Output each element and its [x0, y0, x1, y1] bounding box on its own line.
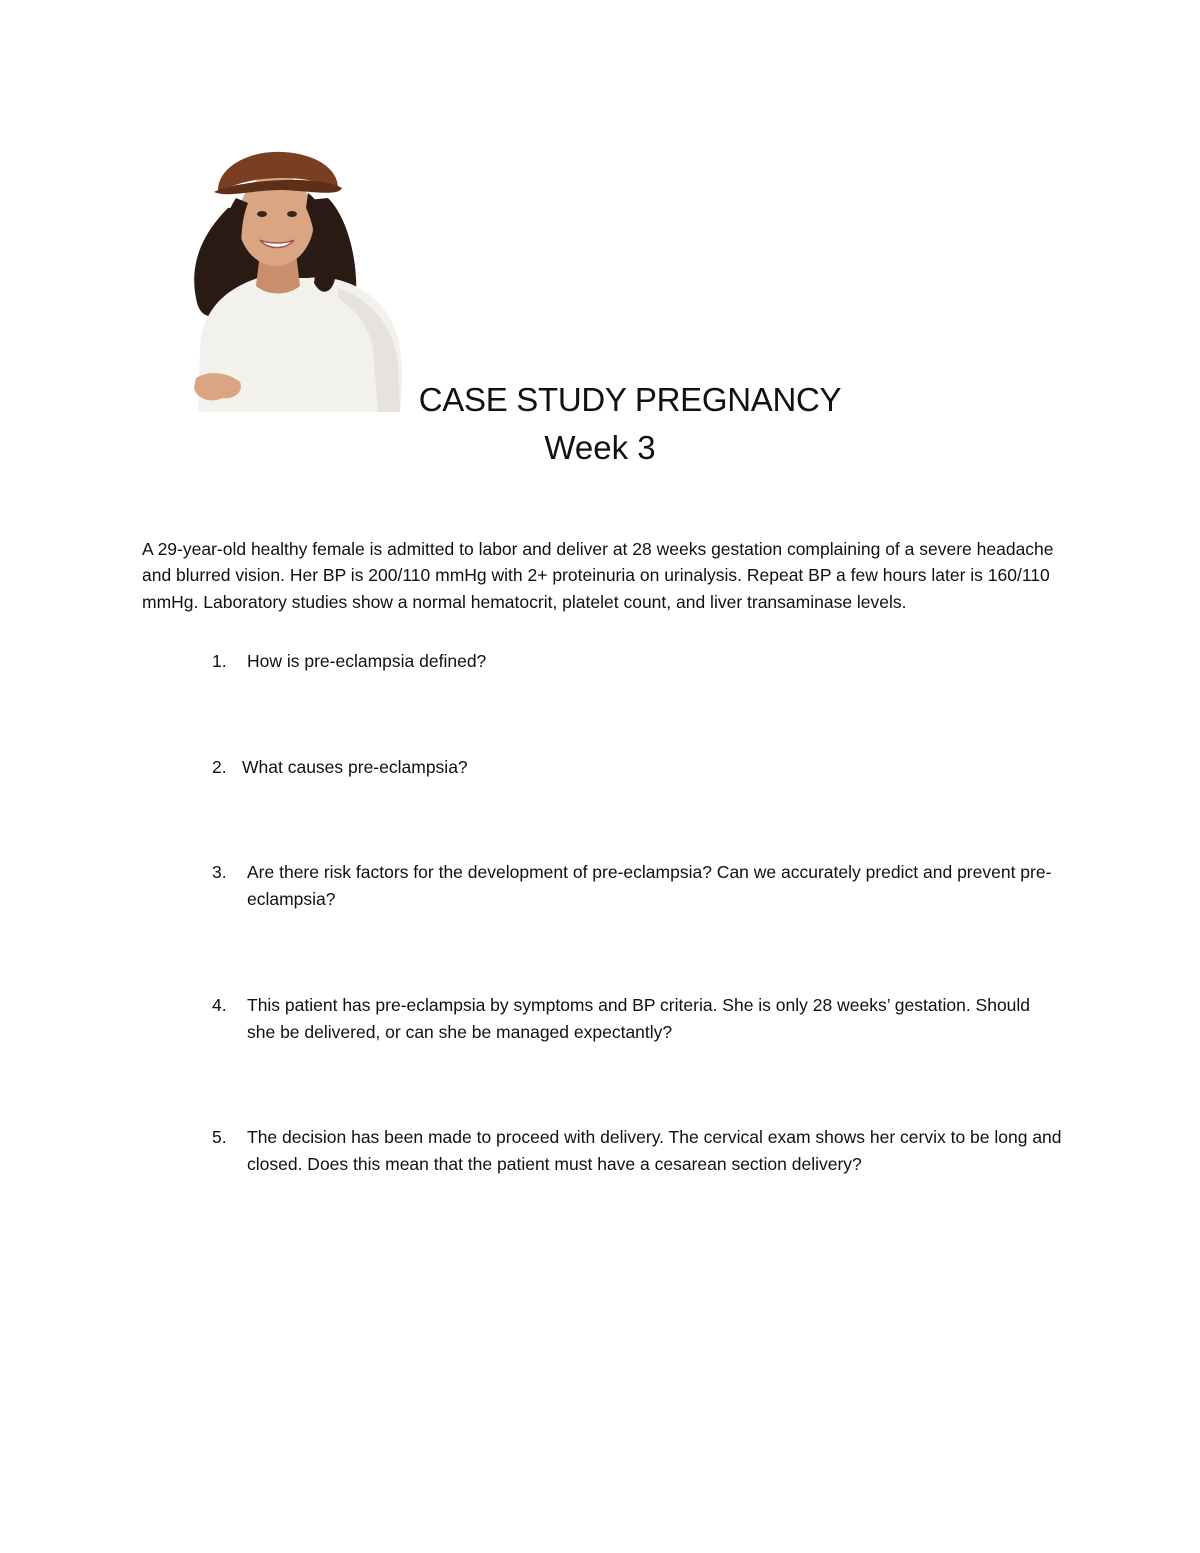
question-number: 3.	[212, 862, 227, 882]
woman-in-hat-photo-icon	[188, 148, 408, 412]
question-text: What causes pre-eclampsia?	[242, 757, 468, 777]
woman-photo	[188, 148, 408, 412]
question-text: Are there risk factors for the development of pre-eclampsia? Can we accurately predict and prevent pre-eclampsia?	[247, 862, 1052, 909]
document-subtitle: Week 3	[544, 429, 656, 466]
question-number: 4.	[212, 995, 227, 1015]
case-description: A 29-year-old healthy female is admitted to labor and deliver at 28 weeks gestation complaining of a severe headache and blurred vision. Her BP is 200/110 mmHg with 2+ proteinuria on urinalysis. Repeat BP a few hours later is 160/110 mmHg. Laboratory studies show a normal hematocrit, platelet count, and liver transaminase levels.	[142, 538, 1054, 612]
question-text: This patient has pre-eclampsia by symptoms and BP criteria. She is only 28 weeks’ gestation. Should she be delivered, or can she be managed expectantly?	[247, 995, 1031, 1042]
question-text: The decision has been made to proceed with delivery. The cervical exam shows her cervix to be long and closed. Does this mean that the patient must have a cesarean section delivery?	[247, 1127, 1062, 1174]
question-text: How is pre-eclampsia defined?	[247, 651, 487, 671]
question-number: 2.	[212, 757, 227, 777]
document-title: CASE STUDY PREGNANCY	[418, 381, 842, 418]
question-number: 5.	[212, 1127, 227, 1147]
question-number: 1.	[212, 651, 227, 671]
